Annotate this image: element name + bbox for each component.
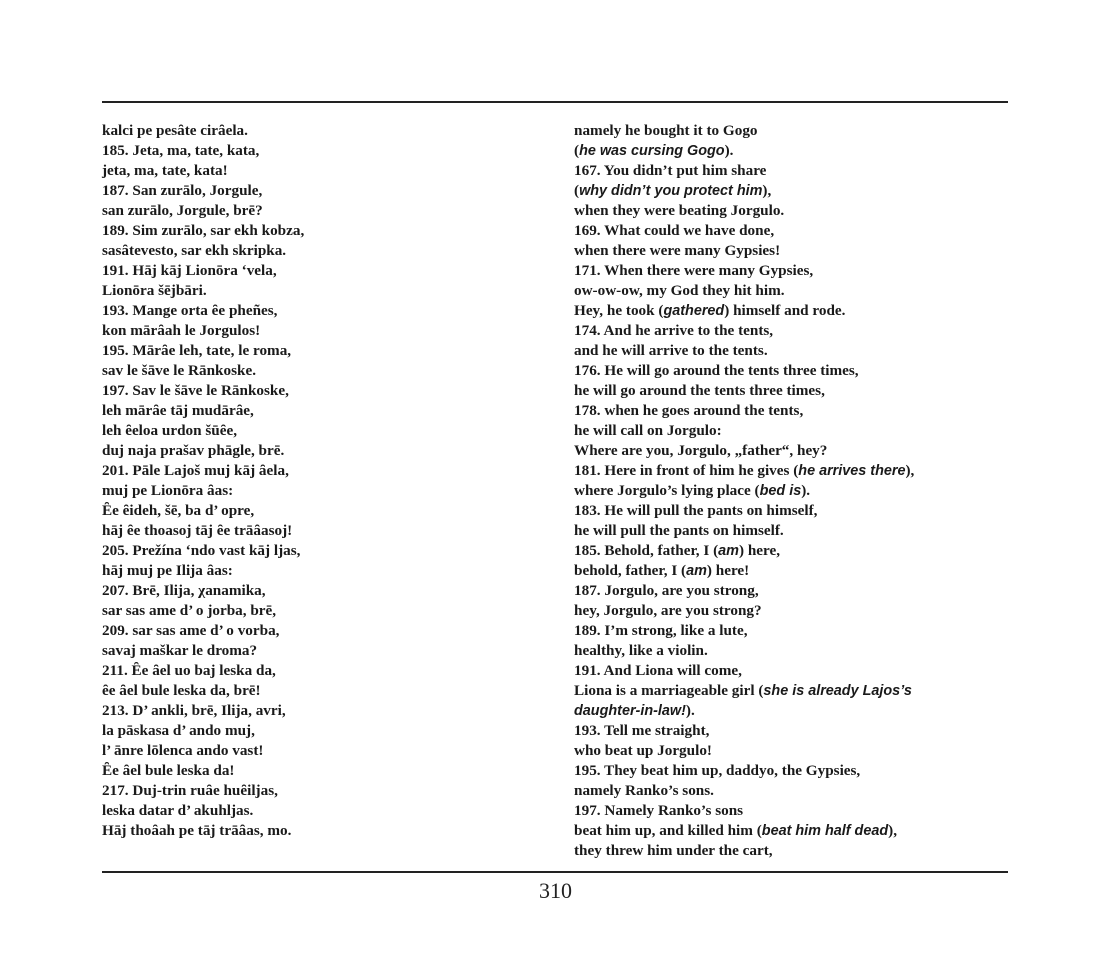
line-text: and he will arrive to the tents. (574, 342, 768, 359)
line-text: ). (724, 142, 734, 159)
right-line (574, 701, 1014, 721)
right-line (574, 401, 1014, 421)
left-line: 205. Prežína ‘ndo vast kāj ljas, (102, 542, 301, 559)
line-text: 176. He will go around the tents three times, (574, 362, 859, 379)
line-text: ) himself and rode. (724, 302, 846, 319)
left-line: hāj ȇe thoasoj tāj ȇe trāȃasoj! (102, 522, 293, 539)
left-line: kon mārȃah le Jorgulos! (102, 322, 261, 339)
right-line (574, 621, 1014, 641)
italic-gloss: beat him half dead (761, 823, 889, 839)
right-line (574, 381, 1014, 401)
line-text: 189. I’m strong, like a lute, (574, 622, 748, 639)
right-line (574, 181, 1014, 201)
line-text: 195. They beat him up, daddyo, the Gypsies, (574, 762, 861, 779)
line-text: ). (685, 702, 695, 719)
line-text: 193. Tell me straight, (574, 722, 710, 739)
left-line: 195. Mārȃe leh, tate, le roma, (102, 342, 292, 359)
line-text: 171. When there were many Gypsies, (574, 262, 814, 279)
right-line (574, 121, 1014, 141)
right-line (574, 361, 1014, 381)
line-text: namely Ranko’s sons. (574, 782, 714, 799)
right-line (574, 521, 1014, 541)
right-line (574, 541, 1014, 561)
right-line (574, 781, 1014, 801)
left-line: leska datar d’ akuhljas. (102, 802, 254, 819)
left-line: 209. sar sas ame d’ o vorba, (102, 622, 280, 639)
line-text: ). (801, 482, 811, 499)
italic-gloss: daughter-in-law! (574, 703, 686, 719)
left-line: 191. Hāj kāj Lionōra ‘vela, (102, 262, 277, 279)
top-rule (102, 101, 1008, 103)
right-line (574, 661, 1014, 681)
right-line (574, 641, 1014, 661)
line-text: he will call on Jorgulo: (574, 422, 722, 439)
left-line: la pāskasa d’ ando muj, (102, 722, 255, 739)
italic-gloss: am (686, 563, 707, 579)
line-text: ( (574, 142, 580, 159)
right-line (574, 741, 1014, 761)
left-line: sav le šāve le Rānkoske. (102, 362, 256, 379)
line-text: ), (905, 462, 915, 479)
left-line: 193. Mange orta ȇe pheñes, (102, 302, 278, 319)
right-line (574, 821, 1014, 841)
line-text: namely he bought it to Gogo (574, 122, 758, 139)
right-line (574, 441, 1014, 461)
right-line (574, 341, 1014, 361)
line-text: Hey, he took ( (574, 302, 664, 319)
page-number: 310 (539, 878, 572, 903)
left-line: 207. Brē, Ilija, χanamika, (102, 582, 266, 599)
right-line (574, 221, 1014, 241)
right-line (574, 501, 1014, 521)
line-text: behold, father, I ( (574, 562, 687, 579)
line-text: hey, Jorgulo, are you strong? (574, 602, 762, 619)
left-line: Hāj thoȃah pe tāj trāȃas, mo. (102, 822, 292, 839)
right-line (574, 761, 1014, 781)
left-line: leh ȇeloa urdon šūȇe, (102, 422, 237, 439)
right-line (574, 421, 1014, 441)
italic-gloss: why didn’t you protect him (579, 183, 763, 199)
left-line: 187. San zurālo, Jorgule, (102, 182, 263, 199)
italic-gloss: bed is (759, 483, 802, 499)
right-line (574, 561, 1014, 581)
right-line (574, 461, 1014, 481)
left-line: 197. Sav le šāve le Rānkoske, (102, 382, 289, 399)
italic-gloss: gathered (663, 303, 725, 319)
right-line (574, 261, 1014, 281)
line-text: Where are you, Jorgulo, „father“, hey? (574, 442, 828, 459)
line-text: 174. And he arrive to the tents, (574, 322, 774, 339)
right-line (574, 161, 1014, 181)
right-line (574, 601, 1014, 621)
line-text: who beat up Jorgulo! (574, 742, 712, 759)
right-line (574, 201, 1014, 221)
italic-gloss: he arrives there (798, 463, 906, 479)
line-text: 191. And Liona will come, (574, 662, 742, 679)
line-text: 185. Behold, father, I ( (574, 542, 719, 559)
left-line: muj pe Lionōra ȃas: (102, 482, 234, 499)
left-line: 217. Duj-trin ruȃe huȇiljas, (102, 782, 278, 799)
left-line: 189. Sim zurālo, sar ekh kobza, (102, 222, 305, 239)
line-text: when they were beating Jorgulo. (574, 202, 785, 219)
line-text: ow-ow-ow, my God they hit him. (574, 282, 785, 299)
right-line (574, 681, 1014, 701)
line-text: healthy, like a violin. (574, 642, 708, 659)
left-line: ȇe ȃel bule leska da, brē! (102, 682, 261, 699)
left-line: duj naja prašav phāgle, brē. (102, 442, 285, 459)
right-line (574, 281, 1014, 301)
line-text: he will go around the tents three times, (574, 382, 825, 399)
right-line (574, 841, 1014, 861)
left-line: Ȇe ȃel bule leska da! (102, 762, 235, 779)
left-line: 201. Pāle Lajoš muj kāj ȃela, (102, 462, 289, 479)
right-line (574, 241, 1014, 261)
right-line (574, 801, 1014, 821)
left-line: hāj muj pe Ilija ȃas: (102, 562, 233, 579)
line-text: when there were many Gypsies! (574, 242, 781, 259)
line-text: 167. You didn’t put him share (574, 162, 767, 179)
left-line: san zurālo, Jorgule, brē? (102, 202, 263, 219)
right-column-english-translation (574, 121, 1014, 861)
right-line (574, 581, 1014, 601)
left-column-romani-text (102, 121, 552, 841)
line-text: 187. Jorgulo, are you strong, (574, 582, 759, 599)
left-line: 213. D’ ankli, brē, Ilija, avri, (102, 702, 286, 719)
left-line: 211. Ȇe ȃel uo baj leska da, (102, 662, 276, 679)
line-text: he will pull the pants on himself. (574, 522, 784, 539)
line-text: where Jorgulo’s lying place ( (574, 482, 760, 499)
left-line: l’ ānre lōlenca ando vast! (102, 742, 264, 759)
italic-gloss: he was cursing Gogo (579, 143, 725, 159)
right-line (574, 321, 1014, 341)
left-line: sar sas ame d’ o jorba, brē, (102, 602, 277, 619)
left-line: jeta, ma, tate, kata! (102, 162, 228, 179)
left-line: kalci pe pesȃte cirȃela. (102, 122, 248, 139)
left-line: Ȇe ȇideh, šē, ba d’ opre, (102, 502, 255, 519)
line-text: they threw him under the cart, (574, 842, 773, 859)
line-text: 197. Namely Ranko’s sons (574, 802, 744, 819)
line-text: Liona is a marriageable girl ( (574, 682, 764, 699)
left-line: leh mārȃe tāj mudārȃe, (102, 402, 254, 419)
italic-gloss: she is already Lajos’s (763, 683, 912, 699)
line-text: ), (888, 822, 897, 839)
left-line: sasȃtevesto, sar ekh skripka. (102, 242, 287, 259)
line-text: 181. Here in front of him he gives ( (574, 462, 799, 479)
line-text: 169. What could we have done, (574, 222, 775, 239)
line-text: 183. He will pull the pants on himself, (574, 502, 818, 519)
left-line: 185. Jeta, ma, tate, kata, (102, 142, 260, 159)
line-text: ) here, (738, 542, 781, 559)
line-text: ), (762, 182, 772, 199)
italic-gloss: am (718, 543, 739, 559)
bottom-rule (102, 871, 1008, 873)
line-text: beat him up, and killed him ( (574, 822, 762, 839)
right-line (574, 141, 1014, 161)
left-line: savaj maškar le droma? (102, 642, 258, 659)
right-line (574, 481, 1014, 501)
line-text: 178. when he goes around the tents, (574, 402, 804, 419)
right-line (574, 721, 1014, 741)
line-text: ) here! (706, 562, 750, 579)
right-line (574, 301, 1014, 321)
line-text: ( (574, 182, 580, 199)
left-line: Lionōra šējbāri. (102, 282, 207, 299)
